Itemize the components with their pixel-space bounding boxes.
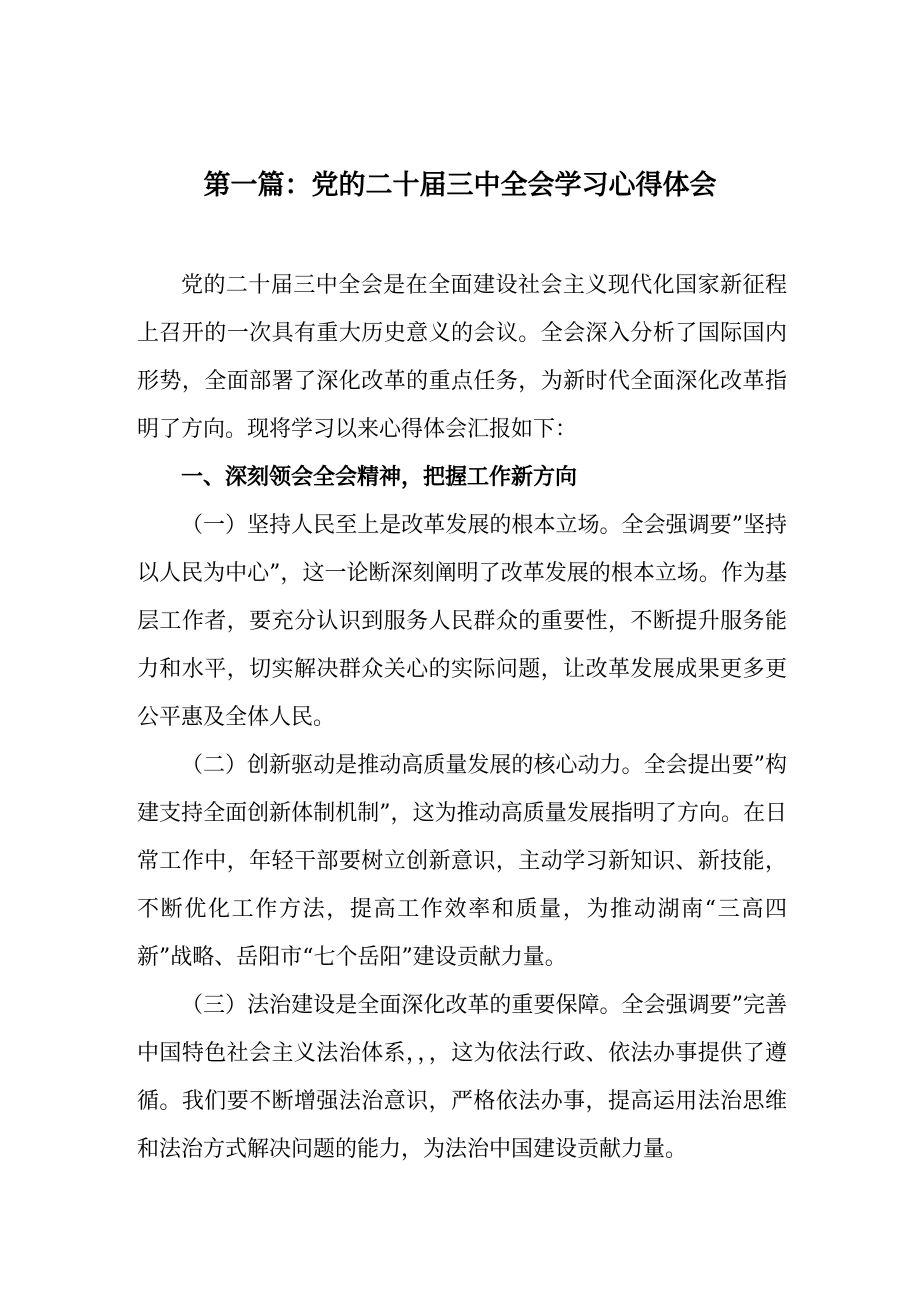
section-heading-1: 一、深刻领会全会精神，把握工作新方向 xyxy=(181,465,578,490)
paragraph-3: （三）法治建设是全面深化改革的重要保障。全会强调要”完善中国特色社会主义法治体系，，，这为依法行政、依法办事提供了遵循。我们要不断增强法治意识，严格依法办事，提高运用法治思维和法治方式解决问题的能力，为法治中国建设贡献力量。 xyxy=(137,993,787,1162)
document-body xyxy=(137,262,787,1174)
paragraph-2: （二）创新驱动是推动高质量发展的核心动力。全会提出要”构建支持全面创新体制机制”，这为推动高质量发展指明了方向。在日常工作中，年轻干部要树立创新意识，主动学习新知识、新技能，不断优化工作方法，提高工作效率和质量，为推动湖南“三高四新”战略、岳阳市“七个岳阳”建设贡献力量。 xyxy=(137,753,787,970)
intro-paragraph: 党的二十届三中全会是在全面建设社会主义现代化国家新征程上召开的一次具有重大历史意义的会议。全会深入分析了国际国内形势，全面部署了深化改革的重点任务，为新时代全面深化改革指明了方向。现将学习以来心得体会汇报如下： xyxy=(137,273,787,442)
document-title: 第一篇：党的二十届三中全会学习心得体会 xyxy=(203,170,717,201)
paragraph-1: （一）坚持人民至上是改革发展的根本立场。全会强调要”坚持以人民为中心”，这一论断深刻阐明了改革发展的根本立场。作为基层工作者，要充分认识到服务人民群众的重要性，不断提升服务能力和水平，切实解决群众关心的实际问题，让改革发展成果更多更公平惠及全体人民。 xyxy=(137,513,787,730)
